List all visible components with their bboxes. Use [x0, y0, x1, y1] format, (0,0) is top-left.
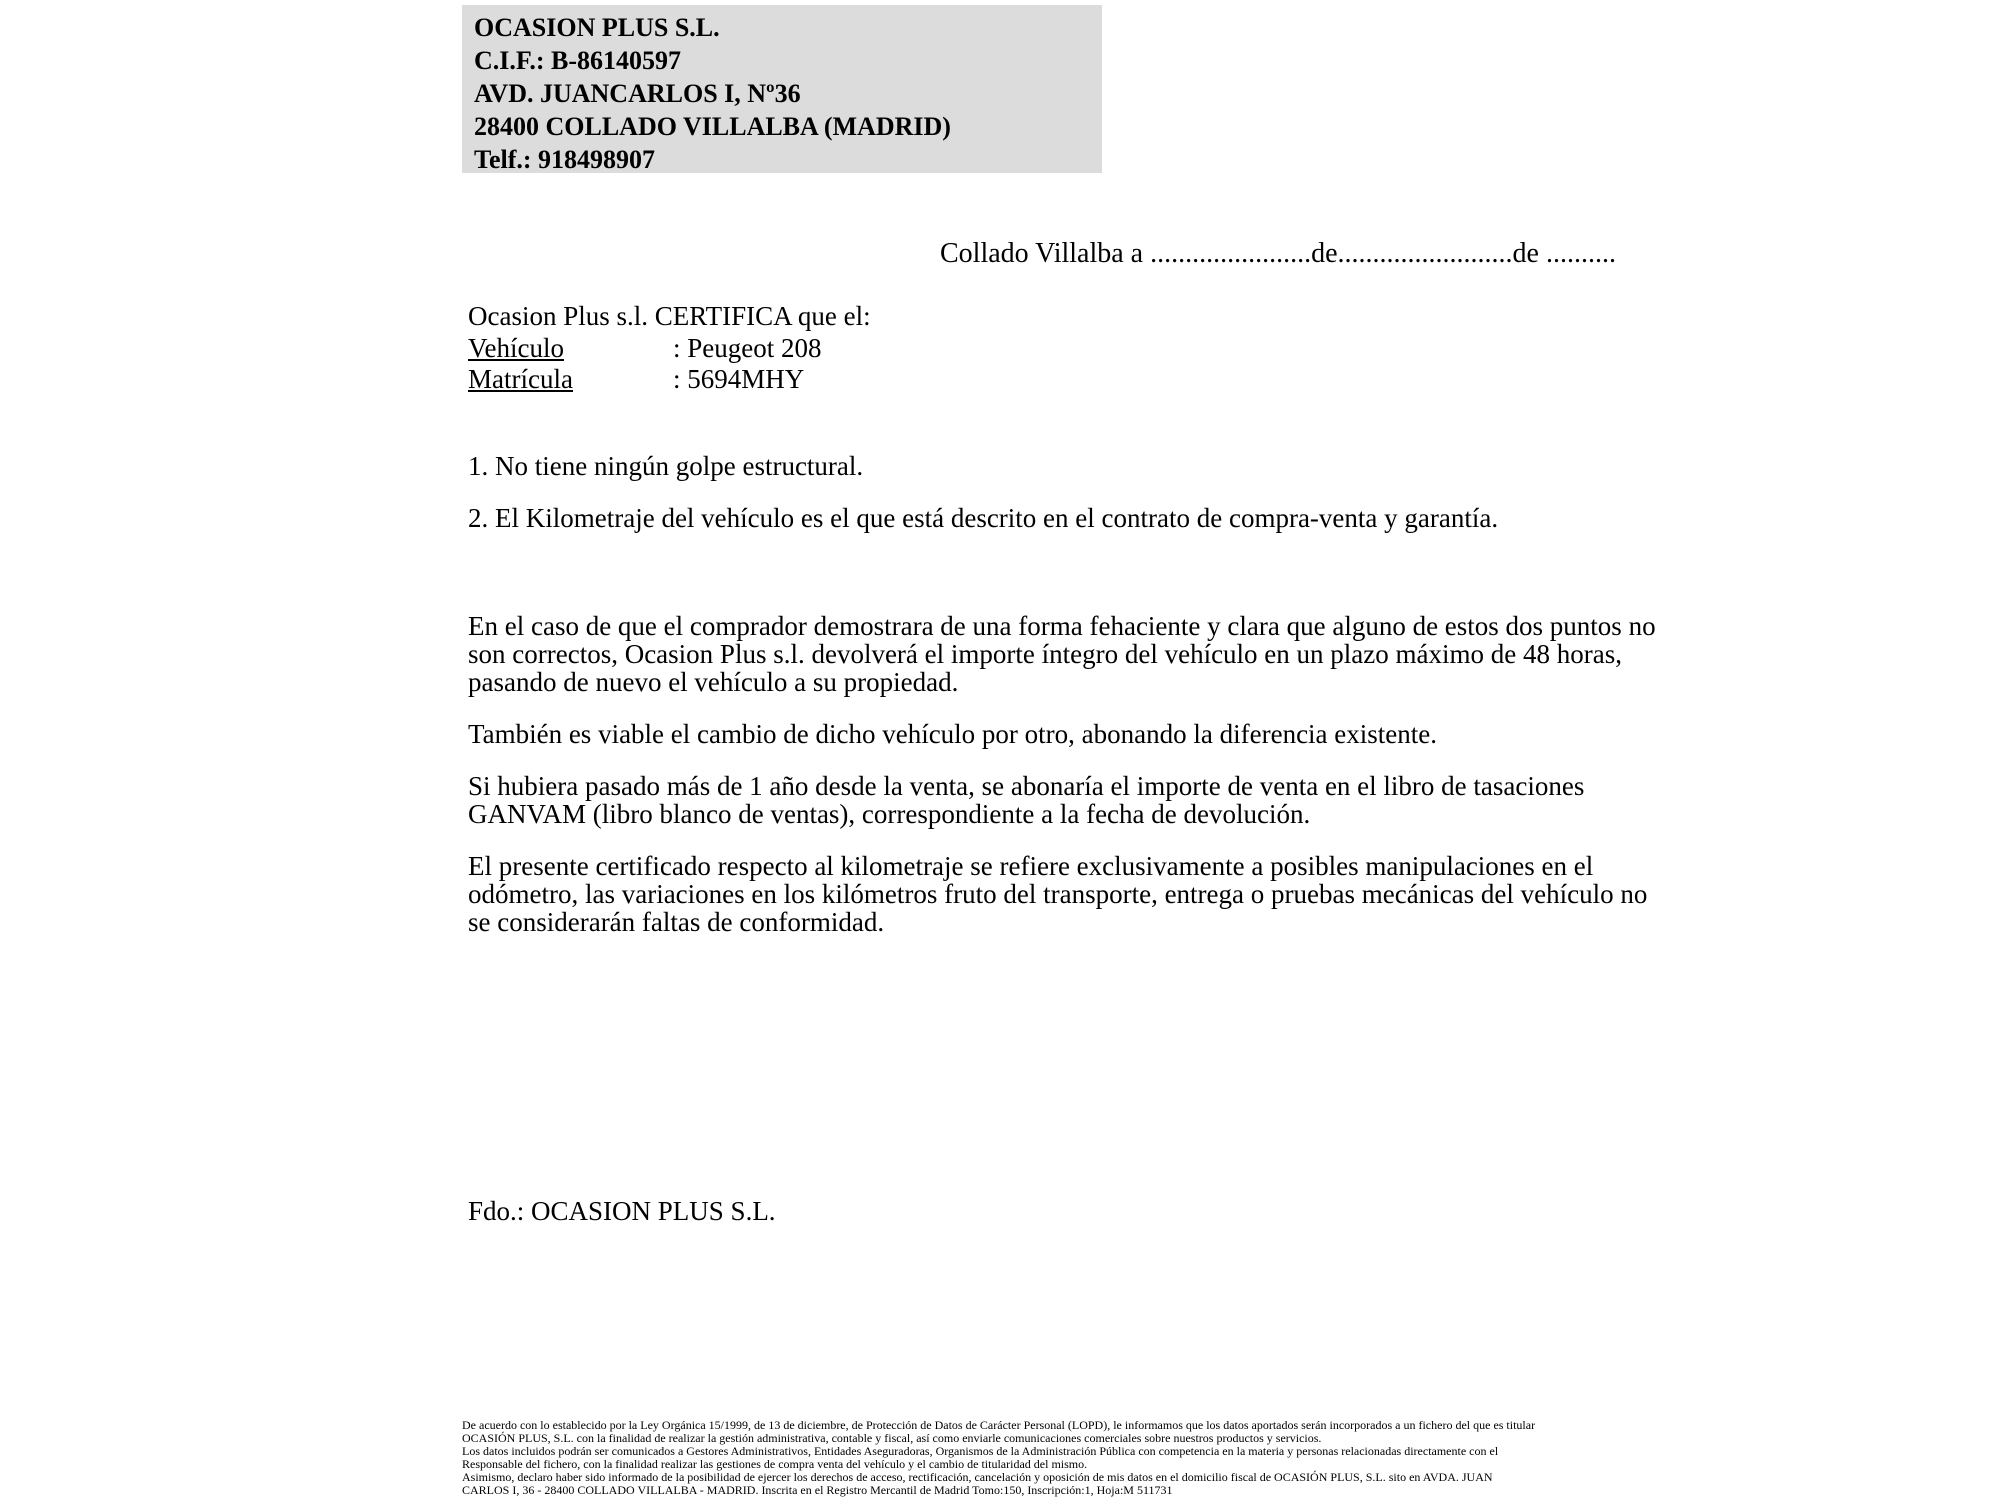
paragraph-line: son correctos, Ocasion Plus s.l. devolverá el importe íntegro del vehículo en un plazo máximo de 48 horas,	[468, 639, 1622, 669]
legal-footer-line: Asimismo, declaro haber sido informado de la posibilidad de ejercer los derechos de acceso, rectificación, cancelación y oposición de mis datos en el domicilio fiscal de OCASIÓN PLUS, S.L. sito en AVDA. JUAN	[462, 1470, 1493, 1484]
legal-footer-line: De acuerdo con lo establecido por la Ley Orgánica 15/1999, de 13 de diciembre, de Protección de Datos de Carácter Personal (LOPD), le informamos que los datos aportados serán incorporados a un fichero del que es titular	[462, 1418, 1536, 1432]
paragraph-line: También es viable el cambio de dicho vehículo por otro, abonando la diferencia existente.	[468, 719, 1438, 749]
paragraph-odometer	[468, 852, 1647, 936]
legal-footer-line: Responsable del fichero, con la finalidad realizar las gestiones de compra venta del vehículo y el cambio de titularidad del mismo.	[462, 1457, 1088, 1471]
plate-value: : 5694MHY	[673, 364, 805, 394]
paragraph-line: El presente certificado respecto al kilometraje se refiere exclusivamente a posibles manipulaciones en el	[468, 851, 1594, 881]
paragraph-refund	[468, 612, 1656, 696]
paragraph-line: Si hubiera pasado más de 1 año desde la venta, se abonaría el importe de venta en el libro de tasaciones	[468, 771, 1585, 801]
paragraph-exchange	[468, 720, 1437, 748]
company-header-box	[462, 5, 1102, 173]
legal-footer	[462, 1419, 1535, 1497]
vehicle-label	[468, 333, 673, 364]
vehicle-field	[468, 333, 822, 364]
certify-intro: Ocasion Plus s.l. CERTIFICA que el:	[468, 301, 871, 331]
legal-footer-line: OCASIÓN PLUS, S.L. con la finalidad de realizar la gestión administrativa, contable y fiscal, así como enviarle comunicaciones comerciales sobre nuestros productos y servicios.	[462, 1431, 1322, 1445]
company-city: 28400 COLLADO VILLALBA (MADRID)	[474, 112, 951, 141]
plate-field	[468, 364, 804, 395]
company-address: AVD. JUANCARLOS I, Nº36	[474, 79, 801, 108]
clause-2	[468, 504, 1498, 532]
paragraph-line: pasando de nuevo el vehículo a su propiedad.	[468, 667, 959, 697]
clause-1	[468, 452, 863, 480]
paragraph-ganvam	[468, 772, 1584, 828]
vehicle-label-text: Vehículo	[468, 333, 564, 363]
plate-label-text: Matrícula	[468, 364, 573, 394]
company-name: OCASION PLUS S.L.	[474, 13, 720, 42]
legal-footer-line: CARLOS I, 36 - 28400 COLLADO VILLALBA - MADRID. Inscrita en el Registro Mercantil de Madrid Tomo:150, Inscripción:1, Hoja:M 511731	[462, 1483, 1173, 1497]
company-phone: Telf.: 918498907	[474, 145, 656, 174]
signature-line: Fdo.: OCASION PLUS S.L.	[468, 1196, 776, 1226]
paragraph-line: odómetro, las variaciones en los kilómetros fruto del transporte, entrega o pruebas mecánicas del vehículo no	[468, 879, 1648, 909]
clause-line: 2. El Kilometraje del vehículo es el que está descrito en el contrato de compra-venta y garantía.	[468, 503, 1499, 533]
clause-line: 1. No tiene ningún golpe estructural.	[468, 451, 864, 481]
plate-label	[468, 364, 673, 395]
date-place-line: Collado Villalba a .......................de.........................de ..........	[940, 238, 1616, 269]
paragraph-line: GANVAM (libro blanco de ventas), correspondiente a la fecha de devolución.	[468, 799, 1311, 829]
paragraph-line: En el caso de que el comprador demostrara de una forma fehaciente y clara que alguno de estos dos puntos no	[468, 611, 1656, 641]
legal-footer-line: Los datos incluidos podrán ser comunicados a Gestores Administrativos, Entidades Aseguradoras, Organismos de la Administración Pública con competencia en la materia y personas relacionadas directamente con el	[462, 1444, 1499, 1458]
vehicle-value: : Peugeot 208	[673, 333, 822, 363]
paragraph-line: se considerarán faltas de conformidad.	[468, 907, 885, 937]
company-cif: C.I.F.: B-86140597	[474, 46, 682, 75]
